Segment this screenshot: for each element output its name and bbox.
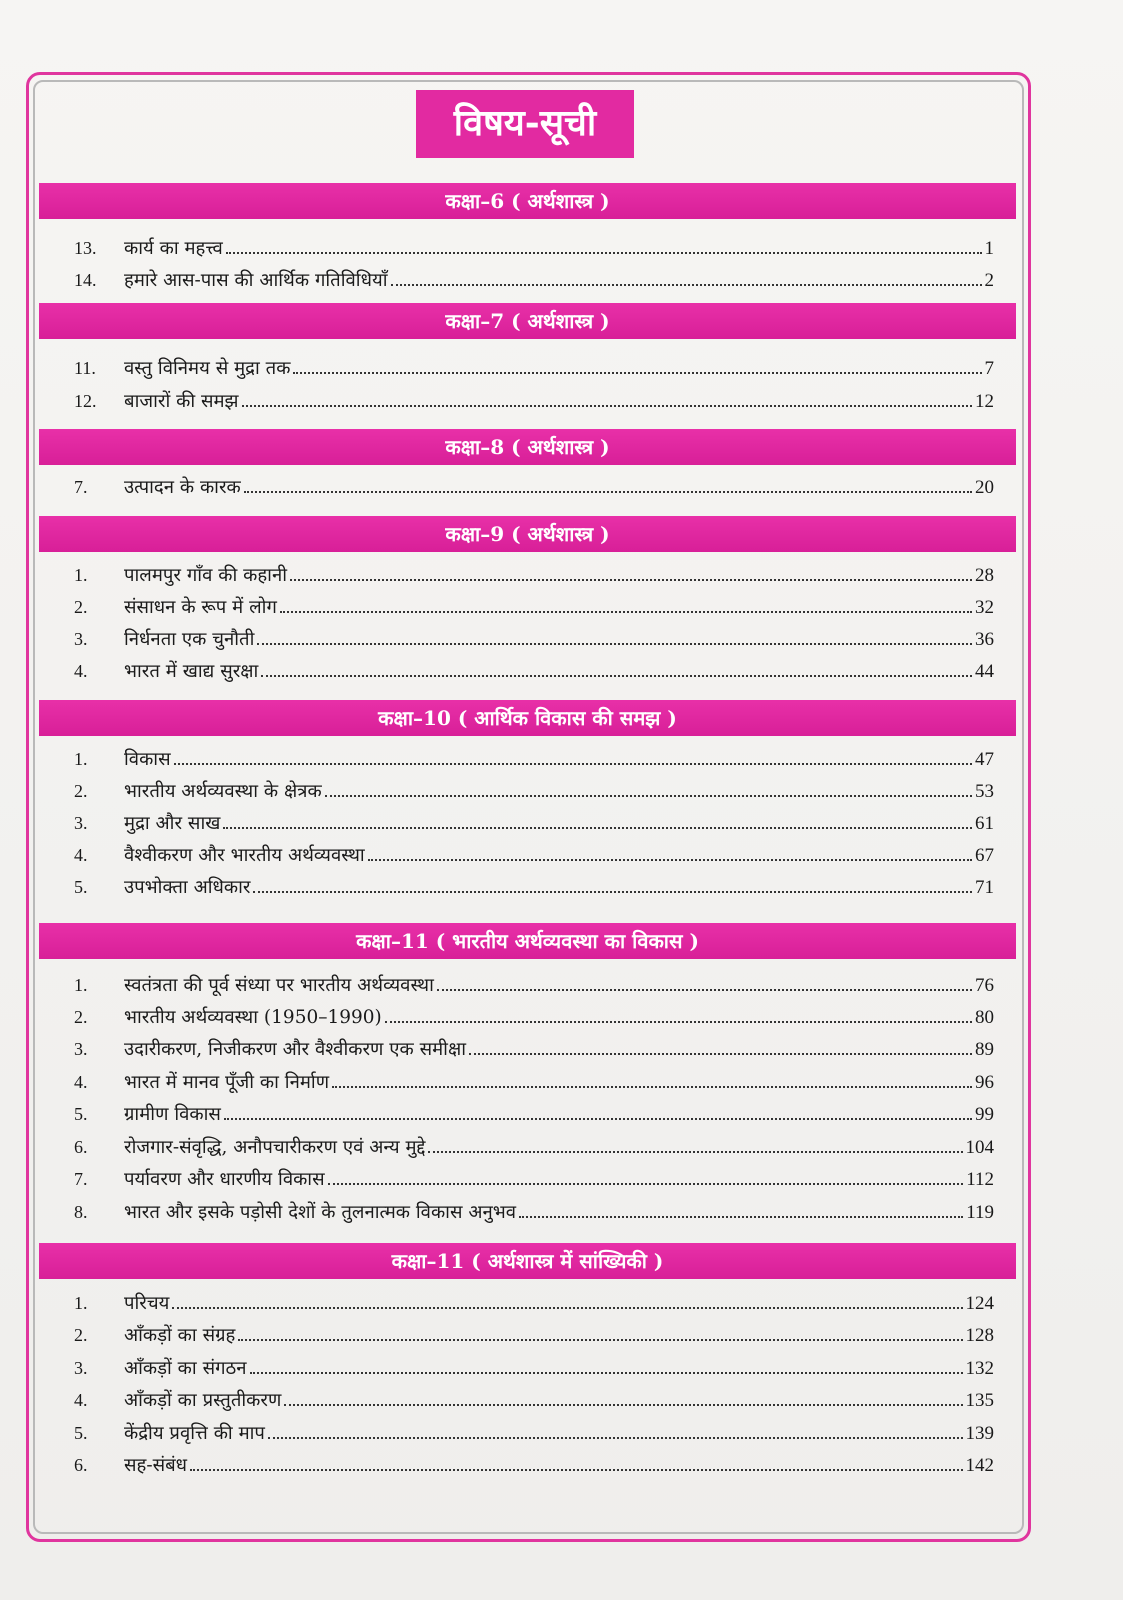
entry-page-number: 12 — [975, 391, 994, 412]
dot-leader — [332, 1085, 972, 1088]
dot-leader — [328, 1182, 964, 1185]
entry-number: 2. — [74, 597, 88, 617]
dot-leader — [437, 988, 972, 991]
toc-entry[interactable] — [74, 656, 994, 686]
dot-leader — [224, 1117, 972, 1120]
entry-page-number: 1 — [984, 238, 994, 259]
entry-title: संसाधन के रूप में लोग — [124, 597, 277, 618]
entry-page-number: 139 — [965, 1423, 994, 1444]
entry-title: परिचय — [124, 1293, 170, 1314]
toc-entry[interactable] — [74, 1164, 994, 1194]
page-title: विषय-सूची — [416, 90, 634, 158]
toc-entry[interactable] — [74, 1099, 994, 1129]
entry-page-number: 96 — [975, 1072, 994, 1093]
entry-title: मुद्रा और साख — [124, 813, 221, 834]
entry-number: 3. — [74, 1358, 88, 1378]
dot-leader — [325, 794, 972, 797]
entry-number: 7. — [74, 1169, 88, 1189]
dot-leader — [223, 826, 972, 829]
entry-number: 12. — [74, 391, 97, 411]
toc-entry[interactable] — [74, 1288, 994, 1318]
toc-entry[interactable] — [74, 1353, 994, 1383]
dot-leader — [226, 251, 982, 254]
entry-page-number: 32 — [975, 597, 994, 618]
entry-number: 14. — [74, 270, 97, 290]
entry-title: सह-संबंध — [124, 1455, 188, 1476]
entry-title: भारत में खाद्य सुरक्षा — [124, 661, 259, 682]
section-heading: कक्षा–8 ( अर्थशास्त्र ) — [39, 429, 1016, 465]
dot-leader — [519, 1215, 963, 1218]
entry-number: 3. — [74, 813, 88, 833]
section-heading: कक्षा–10 ( आर्थिक विकास की समझ ) — [39, 700, 1016, 736]
entry-title: भारत और इसके पड़ोसी देशों के तुलनात्मक विकास अनुभव — [124, 1202, 517, 1223]
entry-page-number: 142 — [965, 1455, 994, 1476]
entry-page-number: 7 — [984, 358, 994, 379]
entry-title: भारतीय अर्थव्यवस्था (1950–1990) — [124, 1007, 382, 1028]
entry-page-number: 67 — [975, 845, 994, 866]
dot-leader — [190, 1468, 962, 1471]
entry-title: केंद्रीय प्रवृत्ति की माप — [124, 1423, 265, 1444]
dot-leader — [172, 1306, 962, 1309]
toc-entry[interactable] — [74, 560, 994, 590]
entry-number: 1. — [74, 749, 88, 769]
entry-page-number: 135 — [965, 1390, 994, 1411]
entry-title: उत्पादन के कारक — [124, 477, 241, 498]
entry-title: हमारे आस-पास की आर्थिक गतिविधियाँ — [124, 270, 388, 291]
entry-number: 4. — [74, 1072, 88, 1092]
entry-number: 5. — [74, 877, 88, 897]
toc-entry[interactable] — [74, 233, 994, 263]
entry-title: ग्रामीण विकास — [124, 1104, 221, 1125]
entry-title: कार्य का महत्त्व — [124, 238, 223, 259]
entry-page-number: 119 — [966, 1202, 994, 1223]
dot-leader — [290, 578, 972, 581]
toc-entry[interactable] — [74, 1034, 994, 1064]
entry-page-number: 112 — [966, 1169, 994, 1190]
section-heading: कक्षा–11 ( भारतीय अर्थव्यवस्था का विकास ) — [39, 923, 1016, 959]
dot-leader — [391, 283, 982, 286]
dot-leader — [469, 1052, 972, 1055]
entry-title: उदारीकरण, निजीकरण और वैश्वीकरण एक समीक्षा — [124, 1039, 466, 1060]
dot-leader — [268, 1436, 963, 1439]
entry-number: 11. — [74, 358, 96, 378]
entry-title: आँकड़ों का प्रस्तुतीकरण — [124, 1390, 282, 1411]
entry-title: भारतीय अर्थव्यवस्था के क्षेत्रक — [124, 781, 322, 802]
dot-leader — [253, 890, 972, 893]
entry-title: स्वतंत्रता की पूर्व संध्या पर भारतीय अर्थव्यवस्था — [124, 975, 434, 996]
entry-number: 3. — [74, 629, 88, 649]
toc-entry[interactable] — [74, 265, 994, 295]
section-heading: कक्षा–7 ( अर्थशास्त्र ) — [39, 303, 1016, 339]
entry-number: 1. — [74, 565, 88, 585]
dot-leader — [280, 610, 972, 613]
entry-number: 4. — [74, 845, 88, 865]
entry-number: 6. — [74, 1455, 88, 1475]
dot-leader — [242, 404, 972, 407]
dot-leader — [293, 371, 981, 374]
dot-leader — [368, 858, 972, 861]
section-heading: कक्षा–6 ( अर्थशास्त्र ) — [39, 183, 1016, 219]
entry-number: 1. — [74, 1293, 88, 1313]
toc-entry[interactable] — [74, 1450, 994, 1480]
entry-title: पालमपुर गाँव की कहानी — [124, 565, 287, 586]
entry-title: भारत में मानव पूँजी का निर्माण — [124, 1072, 330, 1093]
entry-page-number: 28 — [975, 565, 994, 586]
dot-leader — [428, 1150, 962, 1153]
toc-entry[interactable] — [74, 1197, 994, 1227]
entry-number: 2. — [74, 781, 88, 801]
entry-title: वस्तु विनिमय से मुद्रा तक — [124, 358, 291, 379]
entry-page-number: 2 — [984, 270, 994, 291]
entry-title: आँकड़ों का संग्रह — [124, 1325, 236, 1346]
toc-entry[interactable] — [74, 624, 994, 654]
toc-entry[interactable] — [74, 1418, 994, 1448]
entry-page-number: 36 — [975, 629, 994, 650]
entry-number: 5. — [74, 1423, 88, 1443]
toc-entry[interactable] — [74, 1067, 994, 1097]
toc-entry[interactable] — [74, 840, 994, 870]
entry-title: विकास — [124, 749, 171, 770]
entry-page-number: 104 — [965, 1137, 994, 1158]
toc-entry[interactable] — [74, 592, 994, 622]
toc-entry[interactable] — [74, 353, 994, 383]
toc-entry[interactable] — [74, 472, 994, 502]
toc-entry[interactable] — [74, 744, 994, 774]
toc-entry[interactable] — [74, 776, 994, 806]
dot-leader — [284, 1403, 962, 1406]
entry-page-number: 76 — [975, 975, 994, 996]
dot-leader — [174, 762, 972, 765]
entry-page-number: 71 — [975, 877, 994, 898]
toc-entry[interactable] — [74, 1132, 994, 1162]
entry-number: 6. — [74, 1137, 88, 1157]
toc-entry[interactable] — [74, 970, 994, 1000]
entry-number: 4. — [74, 1390, 88, 1410]
entry-number: 4. — [74, 661, 88, 681]
entry-title: बाजारों की समझ — [124, 391, 239, 412]
entry-title: वैश्वीकरण और भारतीय अर्थव्यवस्था — [124, 845, 365, 866]
toc-entry[interactable] — [74, 808, 994, 838]
entry-page-number: 99 — [975, 1104, 994, 1125]
dot-leader — [238, 1338, 962, 1341]
toc-entry[interactable] — [74, 1385, 994, 1415]
entry-page-number: 61 — [975, 813, 994, 834]
entry-title: आँकड़ों का संगठन — [124, 1358, 247, 1379]
dot-leader — [244, 490, 972, 493]
entry-title: पर्यावरण और धारणीय विकास — [124, 1169, 325, 1190]
entry-number: 1. — [74, 975, 88, 995]
section-heading: कक्षा–9 ( अर्थशास्त्र ) — [39, 516, 1016, 552]
entry-number: 2. — [74, 1007, 88, 1027]
dot-leader — [385, 1020, 972, 1023]
entry-page-number: 124 — [965, 1293, 994, 1314]
entry-number: 2. — [74, 1325, 88, 1345]
entry-number: 8. — [74, 1202, 88, 1222]
entry-page-number: 132 — [965, 1358, 994, 1379]
dot-leader — [250, 1371, 963, 1374]
entry-page-number: 20 — [975, 477, 994, 498]
dot-leader — [257, 642, 972, 645]
section-heading: कक्षा–11 ( अर्थशास्त्र में सांख्यिकी ) — [39, 1243, 1016, 1279]
toc-entry[interactable] — [74, 386, 994, 416]
entry-page-number: 47 — [975, 749, 994, 770]
entry-number: 7. — [74, 477, 88, 497]
toc-entry[interactable] — [74, 872, 994, 902]
entry-number: 3. — [74, 1039, 88, 1059]
toc-entry[interactable] — [74, 1002, 994, 1032]
entry-number: 13. — [74, 238, 97, 258]
entry-page-number: 80 — [975, 1007, 994, 1028]
toc-entry[interactable] — [74, 1320, 994, 1350]
entry-number: 5. — [74, 1104, 88, 1124]
entry-title: उपभोक्ता अधिकार — [124, 877, 251, 898]
entry-title: रोजगार-संवृद्धि, अनौपचारीकरण एवं अन्य मुद्दे — [124, 1137, 426, 1158]
entry-page-number: 53 — [975, 781, 994, 802]
entry-page-number: 44 — [975, 661, 994, 682]
entry-page-number: 128 — [965, 1325, 994, 1346]
entry-page-number: 89 — [975, 1039, 994, 1060]
entry-title: निर्धनता एक चुनौती — [124, 629, 255, 650]
dot-leader — [261, 674, 972, 677]
